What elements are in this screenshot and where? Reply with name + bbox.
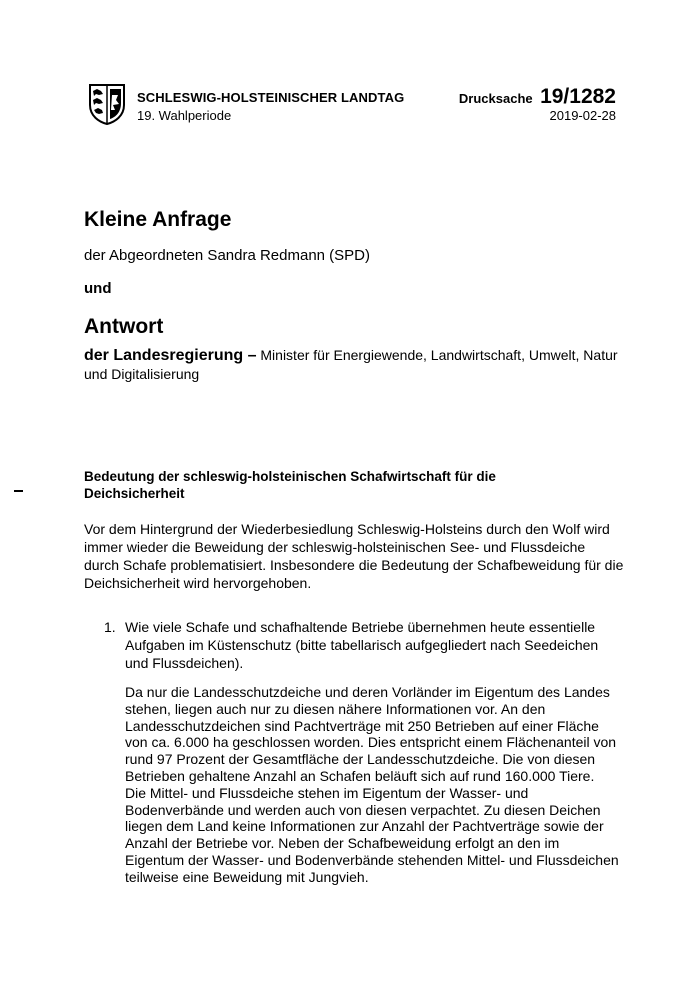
margin-dash — [14, 490, 23, 492]
connector-und: und — [84, 280, 112, 297]
intro-paragraph: Vor dem Hintergrund der Wiederbesiedlung Schleswig-Holsteins durch den Wolf wird immer wieder die Beweidung der schleswig-holsteinischen See- und Flussdeiche durch Schafe problematisiert. Insbesondere die Bedeutung der Schafbeweidung für die Deichsicherheit wird hervorgehoben. — [84, 521, 624, 591]
kleine-anfrage-heading: Kleine Anfrage — [84, 208, 232, 231]
document-number: 19/1282 — [540, 85, 616, 108]
answer-paragraph: Da nur die Landesschutzdeiche und deren Vorländer im Eigentum des Landes stehen, liegen auch nur zu diesen nähere Informationen vor. An den Landesschutzdeichen sind Pachtverträge mit 250 Betrieben auf einer Fläche von ca. 6.000 ha geschlossen worden. Dies entspricht einem Flächenanteil von rund 97 Prozent der Gesamtfläche der Landesschutzdeiche. Die von diesen Betrieben gehaltene Anzahl an Schafen beläuft sich auf rund 160.000 Tiere. — [125, 684, 617, 784]
coat-of-arms-icon — [88, 83, 126, 125]
question-text: Wie viele Schafe und schafhaltende Betriebe übernehmen heute essentielle Aufgaben im Küstenschutz (bitte tabellarisch aufgegliedert nach Seedeichen und Flussdeichen). — [125, 619, 599, 671]
answer-paragraph: Die Mittel- und Flussdeiche stehen im Eigentum der Wasser- und Bodenverbände und werden auch von diesen verpachtet. Zu diesen Deichen liegen dem Land keine Informationen zur Anzahl der Pachtverträge sowie der Anzahl der Betriebe vor. Neben der Schafbeweidung erfolgt an den im Eigentum der Wasser- und Bodenverbände stehenden Mittel- und Flussdeichen teilweise eine Beweidung mit Jungvieh. — [125, 784, 619, 885]
government-line — [84, 346, 624, 384]
document-number-block — [459, 85, 616, 109]
subject-heading: Bedeutung der schleswig-holsteinischen Schafwirtschaft für die Deichsicherheit — [84, 469, 496, 501]
parliament-name: SCHLESWIG-HOLSTEINISCHER LANDTAG — [137, 90, 405, 105]
document-label: Drucksache — [458, 91, 533, 106]
author-line: der Abgeordneten Sandra Redmann (SPD) — [84, 247, 371, 264]
government-label: der Landesregierung – — [84, 347, 257, 364]
document-date: 2019-02-28 — [549, 108, 616, 123]
legislative-period: 19. Wahlperiode — [137, 108, 232, 123]
ministry-name: Minister für Energiewende, Landwirtschaft, Umwelt, Natur und Digitalisierung — [84, 347, 618, 382]
answer-block — [125, 684, 620, 886]
question-number: 1. — [104, 619, 116, 635]
antwort-heading: Antwort — [84, 315, 164, 338]
